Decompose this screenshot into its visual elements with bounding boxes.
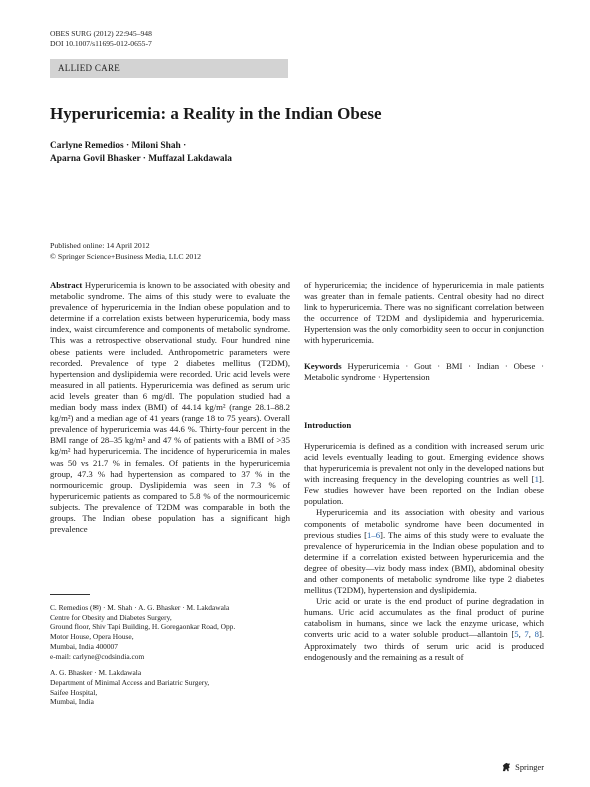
affiliations [50, 603, 290, 714]
abstract-paragraph [50, 280, 290, 535]
doi-link[interactable]: DOI 10.1007/s11695-012-0655-7 [50, 39, 152, 48]
intro-paragraph-3: Uric acid or urate is the end product of purine degradation in humans. Uric acid accumulates as the final product of purine catabolism in humans, since we lack the enzyme uricase, which converts uric acid to a water soluble product—allantoin [5, 7, 8]. Approximately two thirds of serum uric acid is produced endogenously and the remaining as a result of [304, 596, 545, 662]
article-title: Hyperuricemia: a Reality in the Indian Obese [50, 104, 382, 123]
section-label: ALLIED CARE [58, 63, 121, 73]
abstract-continuation: of hyperuricemia; the incidence of hyperuricemia in male patients was greater than in female patients. Central obesity had no direct link to hyperuricemia. There was no significant correlation between the occurrence of T2DM and dyslipidemia and hyperuricemia. Hypertension was the only comorbidity seen to occur in conjunction with hyperuricemia. [304, 280, 544, 346]
footnote-divider [50, 594, 90, 595]
abstract-body: Hyperuricemia is known to be associated with obesity and metabolic syndrome. The aims of this study were to evaluate the prevalence of hyperuricemia in the Indian obese population and to determine if a correlation exists between hyperuricemia, body mass index, waist circumference and components of metabolic syndrome. This was a retrospective observational study. Four hundred nine obese patients were included. Anthropometric parameters were recorded. Prevalence of type 2 diabetes mellitus (T2DM), hypertension and dyslipidemia were recorded. Uric acid levels were measured in all patients. Hyperuricemia was defined as serum uric acid levels greater than 6 mg/dl. The population studied had a median body mass index (BMI) of 44.14 kg/m² (range 28.1–88.2 kg/m²) and a median age of 41 years (range 18 to 75 years). Overall prevalence of hyperuricemia was 44.6 %. Thirty-four percent in the BMI range of 28–35 kg/m² and 47 % of patients with a BMI of >35 kg/m² had hyperuricemia. The incidence of hyperuricemia in males was 50 vs 21.7 % in females. Of patients in the hyperuricemia group, 47.3 % had hypertension as compared to 37 % in the normouricemic group. Dyslipidemia was seen in 7.3 % of hyperuricemic patients as compared to 5.8 % of the normouricemic subjects. The prevalence of T2DM was comparable in both the groups. The Indian obese population has a significant high prevalence [50, 280, 291, 535]
citation-link[interactable]: 1 [534, 474, 539, 485]
intro-paragraph-2: Hyperuricemia and its association with obesity and various components of metabolic syndrome have been documented in previous studies [1–6]. The aims of this study were to evaluate the prevalence of hyperuricemia in the Indian obese population and to determine if a correlation existed between hyperuricemia and the degree of obesity—viz body mass index (BMI), abdominal obesity and other components of metabolic syndrome like type 2 diabetes mellitus (T2DM), hypertension and dyslipidemia. [304, 507, 544, 596]
authors-line-1: Carlyne Remedios · Miloni Shah · [50, 141, 187, 151]
left-column [50, 280, 290, 535]
publisher-footer [501, 762, 544, 773]
affiliation-block-1: C. Remedios (✉) · M. Shah · A. G. Bhasker · M. Lakdawala Centre for Obesity and Diabetes Surgery, Ground floor, Shiv Tapi Building, H. Goregaonkar Road, Opp. Motor House, Opera House, Mumbai, India 400007 e-mail: carlyne@codsindia.com [50, 603, 236, 661]
journal-header [50, 29, 152, 49]
citation-link[interactable]: 7 [524, 629, 529, 640]
abstract-label: Abstract [50, 280, 83, 290]
copyright-notice: © Springer Science+Business Media, LLC 2012 [50, 251, 202, 261]
introduction-heading: Introduction [304, 419, 352, 430]
section-band [50, 59, 288, 78]
citation-link[interactable]: 5 [514, 629, 519, 640]
publication-info [50, 241, 201, 262]
citation-link[interactable]: 1–6 [367, 529, 381, 540]
right-column [304, 280, 544, 663]
author-list [50, 140, 232, 166]
keywords-label: Keywords [304, 360, 342, 371]
springer-horse-icon [501, 762, 512, 773]
author-email[interactable]: e-mail: carlyne@codsindia.com [50, 651, 145, 661]
journal-citation: OBES SURG (2012) 22:945–948 [50, 29, 152, 38]
publisher-name: Springer [515, 763, 544, 772]
affiliation-block-2: A. G. Bhasker · M. Lakdawala Department of Minimal Access and Bariatric Surgery, Saifee Hospital, Mumbai, India [50, 668, 210, 707]
authors-line-2: Aparna Govil Bhasker · Muffazal Lakdawala [50, 154, 232, 164]
keywords-paragraph [304, 361, 544, 383]
intro-paragraph-1: Hyperuricemia is defined as a condition with increased serum uric acid levels eventually leading to gout. Emerging evidence shows that hyperuricemia is prevalent not only in the developed nations but with increasing frequency in the developing countries as well [1]. Few studies however have been reported on the Indian obese population. [304, 440, 544, 507]
citation-link[interactable]: 8 [534, 629, 539, 640]
keywords-list: Hyperuricemia · Gout · BMI · Indian · Obese · Metabolic syndrome · Hypertension [304, 360, 544, 382]
published-date: Published online: 14 April 2012 [50, 241, 150, 250]
